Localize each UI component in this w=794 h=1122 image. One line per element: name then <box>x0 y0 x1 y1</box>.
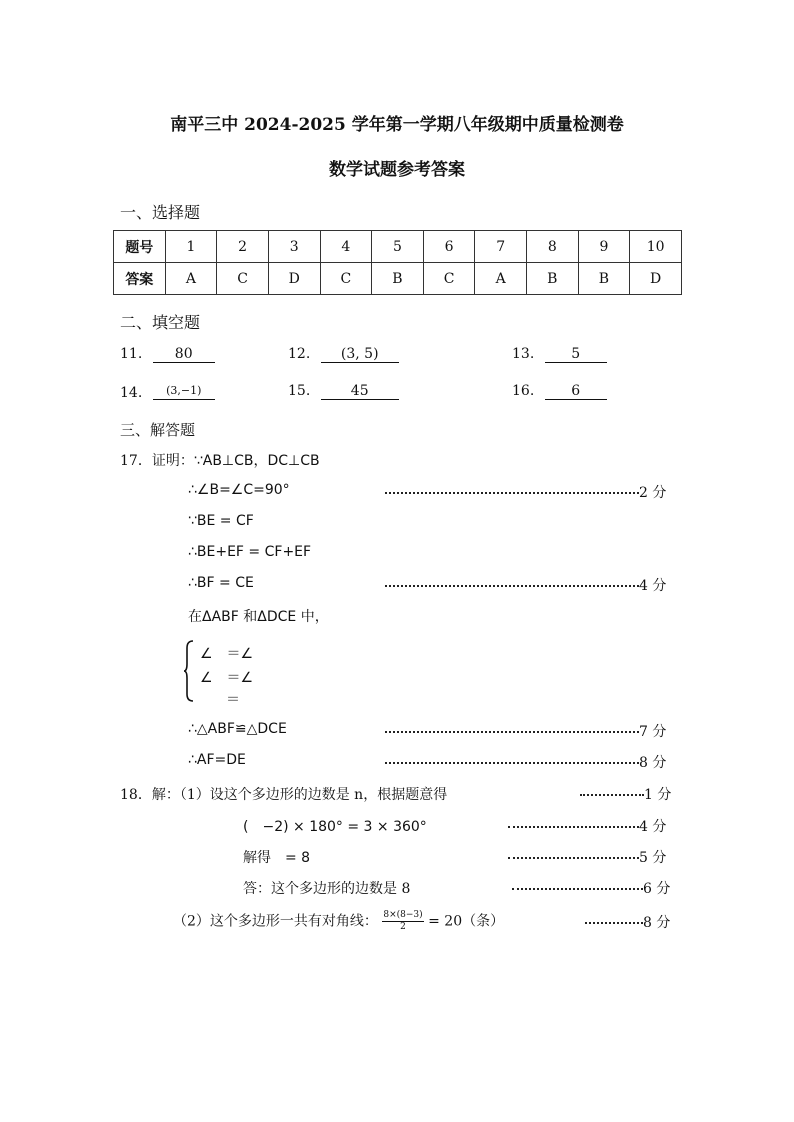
answer-table <box>113 230 682 295</box>
score-label: 7 分 <box>639 724 667 740</box>
answer-cell: B <box>527 263 579 295</box>
question-number: 9 <box>578 231 630 263</box>
score-7 <box>385 721 666 741</box>
section-1-heading: 一、选择题 <box>120 203 201 222</box>
score-q18-5 <box>508 847 666 867</box>
score-label: 8 分 <box>643 915 671 931</box>
answer-cell: B <box>578 263 630 295</box>
score-label: 8 分 <box>639 755 667 771</box>
score-q18-1 <box>580 784 671 804</box>
fill-number: 15. <box>288 383 311 399</box>
score-label: 1 分 <box>644 787 672 803</box>
score-2 <box>385 482 666 502</box>
section-3-heading: 三、解答题 <box>120 421 196 439</box>
q17-label: 17．证明： <box>120 453 194 469</box>
q17-line-3: ∵BE = CF <box>188 513 254 529</box>
left-brace-icon <box>184 640 194 702</box>
fill-item-13 <box>512 346 607 363</box>
q17-line-4: ∴BE+EF = CF+EF <box>188 544 312 560</box>
answer-cell: D <box>268 263 320 295</box>
fill-number: 11. <box>120 346 143 362</box>
fill-answer: 80 <box>153 346 215 363</box>
q17-line-8: ∴AF=DE <box>188 752 246 768</box>
dot-leader <box>508 826 639 828</box>
question-number: 10 <box>630 231 682 263</box>
row-label-answer: 答案 <box>114 263 166 295</box>
system-line-1: ∠ ＝∠ <box>200 646 254 662</box>
answer-cell: D <box>630 263 682 295</box>
fill-item-11 <box>120 346 215 363</box>
system-line-2: ∠ ＝∠ <box>200 670 254 686</box>
fill-item-16 <box>512 383 607 400</box>
fill-number: 14. <box>120 385 143 401</box>
fill-item-15 <box>288 383 399 400</box>
fill-answer: 45 <box>321 383 399 400</box>
dot-leader <box>385 585 639 587</box>
score-q18-8 <box>585 912 670 932</box>
q17-line-2: ∴∠B=∠C=90° <box>188 482 290 498</box>
score-q18-4 <box>508 816 666 836</box>
question-number: 6 <box>423 231 475 263</box>
dot-leader <box>512 888 643 890</box>
fill-answer: (3,−1) <box>153 383 215 400</box>
document-title: 南平三中 2024-2025 学年第一学期八年级期中质量检测卷 <box>170 115 624 135</box>
row-label-number: 题号 <box>114 231 166 263</box>
fill-number: 12. <box>288 346 311 362</box>
fill-answer: 6 <box>545 383 607 400</box>
score-label: 4 分 <box>639 819 667 835</box>
q18-equation-1: ( −2) × 180° = 3 × 360° <box>243 819 427 835</box>
q18-equation-2: 解得 = 8 <box>243 850 311 866</box>
dot-leader <box>385 492 639 494</box>
question-number: 4 <box>320 231 372 263</box>
question-number: 7 <box>475 231 527 263</box>
answer-cell: C <box>423 263 475 295</box>
q17-line-5: ∴BF = CE <box>188 575 254 591</box>
score-label: 4 分 <box>639 578 667 594</box>
answer-cell: C <box>217 263 269 295</box>
q18-answer: 答：这个多边形的边数是 8 <box>243 881 411 897</box>
score-label: 2 分 <box>639 485 667 501</box>
fill-item-12 <box>288 346 399 363</box>
q18-label: 18．解： <box>120 787 180 803</box>
dot-leader <box>580 794 644 796</box>
q17-line-1 <box>120 450 320 470</box>
score-label: 6 分 <box>643 881 671 897</box>
q17-line-6: 在ΔABF 和ΔDCE 中， <box>188 609 329 625</box>
q18-part2-result: = 20（条） <box>428 913 505 930</box>
score-8 <box>385 752 666 772</box>
question-number: 3 <box>268 231 320 263</box>
score-label: 5 分 <box>639 850 667 866</box>
dot-leader <box>585 922 643 924</box>
score-4 <box>385 575 666 595</box>
question-number: 8 <box>527 231 579 263</box>
document-subtitle: 数学试题参考答案 <box>329 160 465 180</box>
section-2-heading: 二、填空题 <box>120 313 201 332</box>
fill-number: 13. <box>512 346 535 362</box>
score-q18-6 <box>512 878 670 898</box>
q18-part2 <box>173 910 504 933</box>
question-number: 1 <box>165 231 217 263</box>
question-number: 2 <box>217 231 269 263</box>
diagonal-fraction <box>382 910 423 933</box>
answer-cell: C <box>320 263 372 295</box>
q18-part1-intro: （1）设这个多边形的边数是 n，根据题意得 <box>179 787 448 803</box>
fraction-denominator: 2 <box>400 922 406 932</box>
table-row-answers <box>114 263 682 295</box>
fill-answer: 5 <box>545 346 607 363</box>
table-row-numbers <box>114 231 682 263</box>
question-number: 5 <box>372 231 424 263</box>
answer-cell: A <box>165 263 217 295</box>
system-line-3: ＝ <box>226 692 240 708</box>
q18-part2-intro: （2）这个多边形一共有对角线： <box>173 913 378 930</box>
dot-leader <box>385 762 639 764</box>
fill-item-14 <box>120 383 215 401</box>
dot-leader <box>508 857 639 859</box>
fill-answer: (3, 5) <box>321 346 399 363</box>
answer-cell: B <box>372 263 424 295</box>
fill-number: 16. <box>512 383 535 399</box>
answer-cell: A <box>475 263 527 295</box>
fraction-numerator: 8×(8−3) <box>383 910 423 920</box>
dot-leader <box>385 731 639 733</box>
q17-statement: ∵AB⊥CB，DC⊥CB <box>193 453 320 469</box>
q17-line-7: ∴△ABF≌△DCE <box>188 721 287 737</box>
q18-line-1 <box>120 784 447 804</box>
